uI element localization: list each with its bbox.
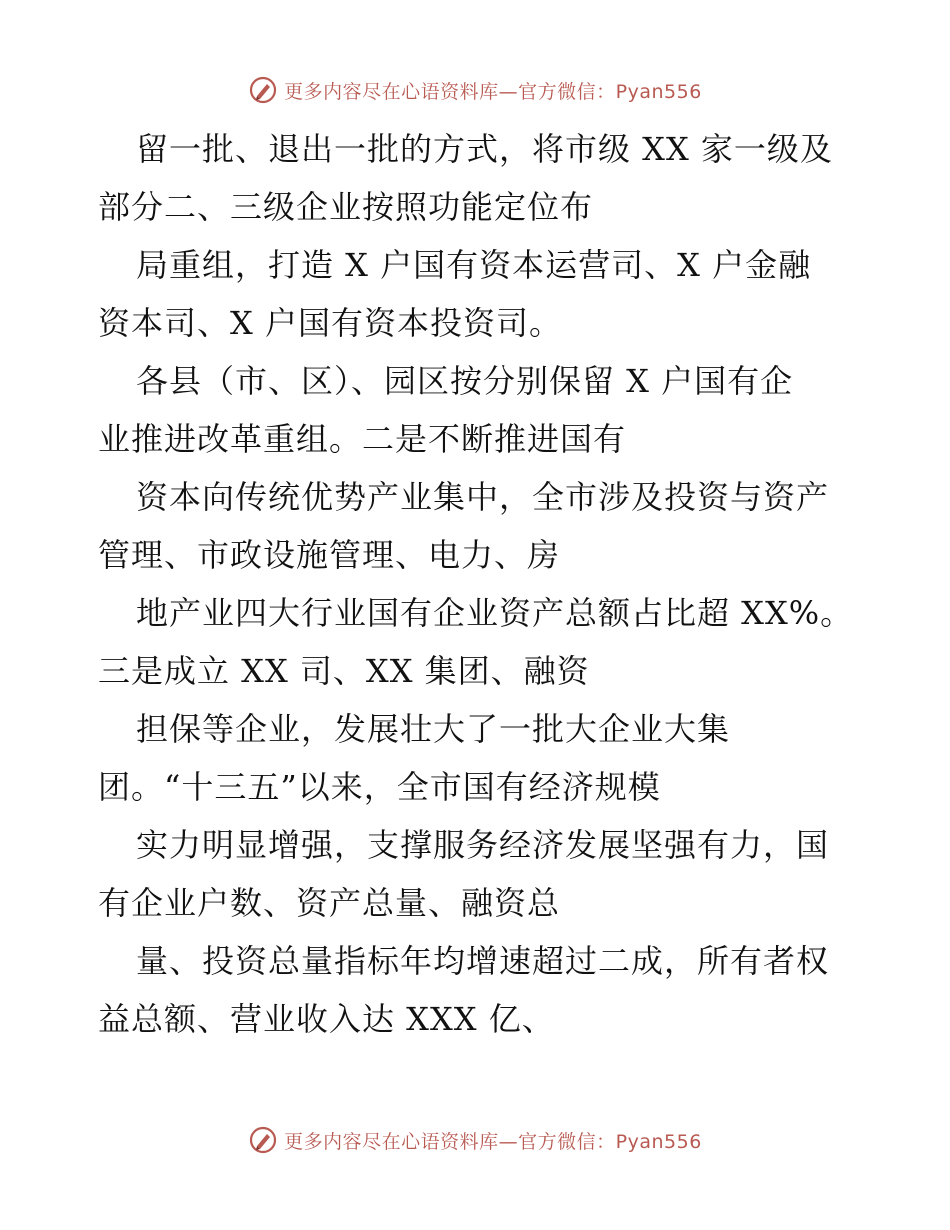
paragraph-line: 量、投资总量指标年均增速超过二成，所有者权 xyxy=(136,942,830,980)
pen-logo-icon xyxy=(248,75,278,105)
paragraph-line: 地产业四大行业国有企业资产总额占比超 XX%。 xyxy=(136,594,854,632)
paragraph-line: 团。“十三五”以来，全市国有经济规模 xyxy=(98,768,661,806)
paragraph-6 xyxy=(98,700,858,816)
footer-banner-text: 更多内容尽在心语资料库—官方微信：Pyan556 xyxy=(284,1130,702,1153)
paragraph-3 xyxy=(98,352,858,468)
paragraph-5 xyxy=(98,584,858,700)
paragraph-1 xyxy=(98,120,858,236)
paragraph-line: 担保等企业，发展壮大了一批大企业大集 xyxy=(136,710,731,748)
paragraph-line: 留一批、退出一批的方式，将市级 XX 家一级及 xyxy=(136,130,833,168)
header-watermark xyxy=(0,70,950,110)
paragraph-line: 局重组，打造 X 户国有资本运营司、X 户金融 xyxy=(136,246,812,284)
paragraph-4 xyxy=(98,468,858,584)
paragraph-line: 三是成立 XX 司、XX 集团、融资 xyxy=(98,652,590,690)
paragraph-line: 有企业户数、资产总量、融资总 xyxy=(98,884,561,922)
paragraph-line: 资本司、X 户国有资本投资司。 xyxy=(98,304,562,342)
paragraph-line: 业推进改革重组。二是不断推进国有 xyxy=(98,420,627,458)
paragraph-line: 各县（市、区）、园区按分别保留 X 户国有企 xyxy=(136,362,794,400)
pen-logo-icon xyxy=(248,1125,278,1155)
paragraph-line: 管理、市政设施管理、电力、房 xyxy=(98,536,561,574)
paragraph-line: 部分二、三级企业按照功能定位布 xyxy=(98,188,594,226)
paragraph-2 xyxy=(98,236,858,352)
header-banner-text: 更多内容尽在心语资料库—官方微信：Pyan556 xyxy=(284,80,702,103)
paragraph-8 xyxy=(98,932,858,1048)
paragraph-7 xyxy=(98,816,858,932)
document-body xyxy=(98,120,858,1048)
paragraph-line: 益总额、营业收入达 XXX 亿、 xyxy=(98,1000,555,1038)
footer-watermark xyxy=(0,1120,950,1160)
paragraph-line: 实力明显增强，支撑服务经济发展坚强有力，国 xyxy=(136,826,830,864)
paragraph-line: 资本向传统优势产业集中，全市涉及投资与资产 xyxy=(136,478,830,516)
